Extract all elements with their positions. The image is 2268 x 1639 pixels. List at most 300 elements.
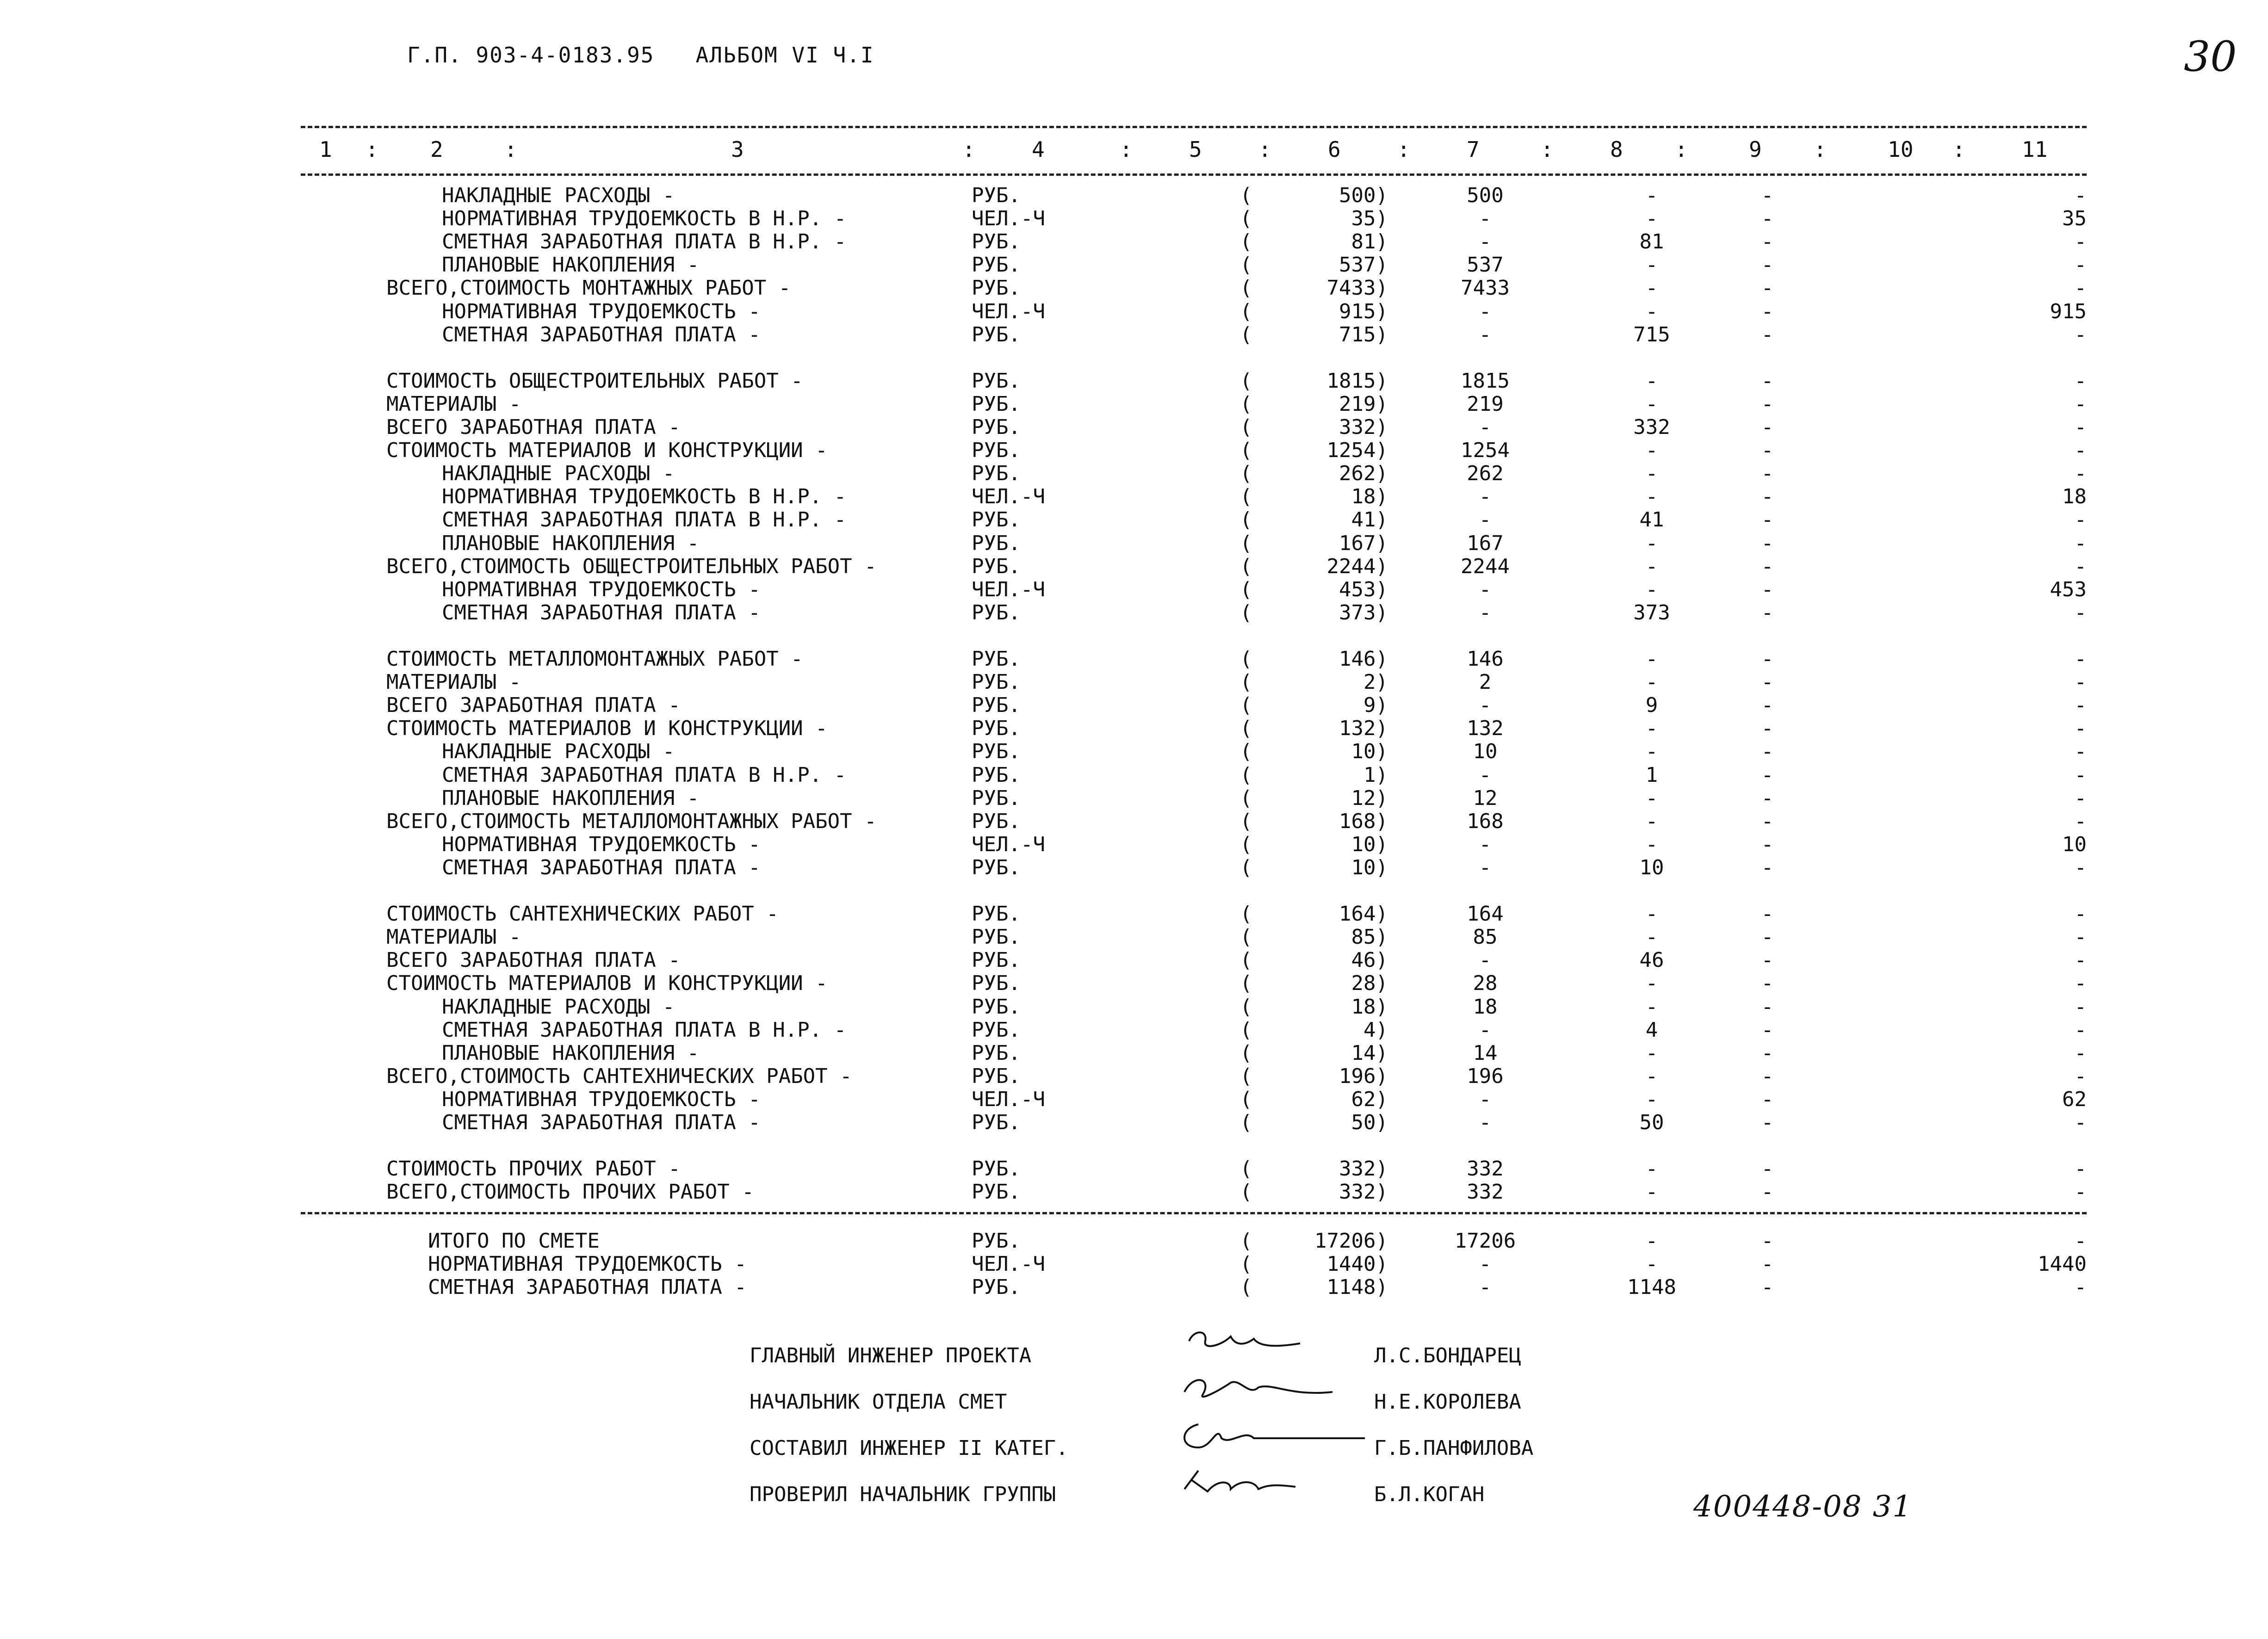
- row-paren: (: [1240, 1275, 1252, 1299]
- row-paren: (: [1240, 902, 1252, 926]
- row-value-col6: 2): [1363, 670, 1388, 694]
- row-value-col6: 12): [1351, 786, 1388, 810]
- table-row: [0, 254, 2268, 277]
- row-paren: (: [1240, 717, 1252, 740]
- row-value-col11: -: [2074, 717, 2087, 740]
- row-value-col8: 1148: [1627, 1275, 1676, 1299]
- table-row: [0, 439, 2268, 462]
- row-value-col7: -: [1479, 1018, 1492, 1042]
- row-value-col11: -: [2074, 693, 2087, 717]
- row-unit: РУБ.: [972, 439, 1021, 462]
- signatory-role: ПРОВЕРИЛ НАЧАЛЬНИК ГРУППЫ: [750, 1483, 1056, 1506]
- table-row: [0, 972, 2268, 995]
- totals-row: [0, 1253, 2268, 1276]
- signatory-name: Л.С.БОНДАРЕЦ: [1374, 1344, 1521, 1367]
- row-unit: РУБ.: [972, 670, 1021, 694]
- row-value-col6: 1): [1363, 763, 1388, 787]
- row-value-col8: -: [1645, 1252, 1658, 1276]
- row-paren: (: [1240, 300, 1252, 323]
- row-value-col8: -: [1645, 925, 1658, 949]
- row-paren: (: [1240, 532, 1252, 555]
- row-value-col11: -: [2074, 1041, 2087, 1065]
- row-value-col9: -: [1761, 1041, 1774, 1065]
- row-value-col9: -: [1761, 253, 1774, 277]
- row-label: СТОИМОСТЬ САНТЕХНИЧЕСКИХ РАБОТ -: [386, 902, 779, 926]
- row-value-col8: 10: [1639, 856, 1664, 879]
- row-label: СМЕТНАЯ ЗАРАБОТНАЯ ПЛАТА В Н.Р. -: [442, 508, 847, 532]
- row-value-col6: 332): [1339, 415, 1388, 439]
- row-value-col9: -: [1761, 717, 1774, 740]
- row-value-col9: -: [1761, 1088, 1774, 1111]
- row-value-col6: 1148): [1326, 1275, 1388, 1299]
- row-value-col9: -: [1761, 647, 1774, 671]
- row-value-col6: 146): [1339, 647, 1388, 671]
- row-value-col7: -: [1479, 415, 1492, 439]
- row-value-col6: 2244): [1326, 555, 1388, 578]
- signature-row: [750, 1390, 1675, 1418]
- row-value-col7: 168: [1467, 810, 1504, 833]
- row-paren: (: [1240, 1041, 1252, 1065]
- row-unit: ЧЕЛ.-Ч: [972, 1252, 1045, 1276]
- row-value-col11: -: [2074, 1275, 2087, 1299]
- row-value-col8: -: [1645, 1229, 1658, 1253]
- row-label: НОРМАТИВНАЯ ТРУДОЕМКОСТЬ -: [428, 1252, 747, 1276]
- row-value-col11: -: [2074, 462, 2087, 485]
- row-value-col6: 1440): [1326, 1252, 1388, 1276]
- row-unit: ЧЕЛ.-Ч: [972, 485, 1045, 508]
- column-separator: :: [1258, 137, 1271, 162]
- signatory-role: СОСТАВИЛ ИНЖЕНЕР II КАТЕГ.: [750, 1436, 1068, 1460]
- row-value-col8: -: [1645, 462, 1658, 485]
- column-header-6: 6: [1328, 137, 1341, 162]
- column-header-11: 11: [2022, 137, 2048, 162]
- row-value-col9: -: [1761, 1111, 1774, 1134]
- row-unit: РУБ.: [972, 532, 1021, 555]
- row-value-col6: 1254): [1326, 439, 1388, 462]
- handwritten-signature: [1180, 1327, 1374, 1369]
- row-value-col6: 219): [1339, 392, 1388, 416]
- row-value-col9: -: [1761, 1229, 1774, 1253]
- row-paren: (: [1240, 1018, 1252, 1042]
- column-header-8: 8: [1610, 137, 1623, 162]
- row-unit: РУБ.: [972, 786, 1021, 810]
- row-value-col8: -: [1645, 369, 1658, 393]
- totals-row: [0, 1276, 2268, 1299]
- table-row: [0, 277, 2268, 300]
- row-paren: (: [1240, 925, 1252, 949]
- row-label: СТОИМОСТЬ МАТЕРИАЛОВ И КОНСТРУКЦИИ -: [386, 439, 828, 462]
- signatory-role: ГЛАВНЫЙ ИНЖЕНЕР ПРОЕКТА: [750, 1344, 1032, 1367]
- table-row: [0, 1157, 2268, 1181]
- row-value-col7: 332: [1467, 1180, 1504, 1204]
- row-paren: (: [1240, 601, 1252, 625]
- row-value-col11: -: [2074, 1180, 2087, 1204]
- row-value-col8: -: [1645, 300, 1658, 323]
- row-value-col8: -: [1645, 1064, 1658, 1088]
- row-value-col9: -: [1761, 276, 1774, 300]
- row-label: НОРМАТИВНАЯ ТРУДОЕМКОСТЬ -: [442, 578, 761, 601]
- row-value-col11: -: [2074, 971, 2087, 995]
- row-unit: РУБ.: [972, 1180, 1021, 1204]
- row-value-col6: 10): [1351, 833, 1388, 856]
- table-row: [0, 1019, 2268, 1042]
- row-value-col7: 10: [1473, 740, 1498, 763]
- row-value-col7: -: [1479, 230, 1492, 254]
- row-value-col11: -: [2074, 508, 2087, 532]
- row-unit: ЧЕЛ.-Ч: [972, 300, 1045, 323]
- column-header-2: 2: [430, 137, 443, 162]
- table-row: [0, 787, 2268, 810]
- row-value-col7: -: [1479, 763, 1492, 787]
- row-value-col8: 332: [1633, 415, 1670, 439]
- table-row: [0, 300, 2268, 323]
- table-row: [0, 625, 2268, 648]
- row-paren: (: [1240, 1229, 1252, 1253]
- row-value-col11: -: [2074, 786, 2087, 810]
- table-row: [0, 346, 2268, 370]
- column-header-1: 1: [319, 137, 332, 162]
- column-header-7: 7: [1467, 137, 1480, 162]
- row-paren: (: [1240, 1064, 1252, 1088]
- row-value-col9: -: [1761, 1252, 1774, 1276]
- table-row: [0, 949, 2268, 972]
- row-label: СМЕТНАЯ ЗАРАБОТНАЯ ПЛАТА В Н.Р. -: [442, 1018, 847, 1042]
- row-paren: (: [1240, 740, 1252, 763]
- table-row: [0, 1088, 2268, 1111]
- row-label: ВСЕГО,СТОИМОСТЬ МОНТАЖНЫХ РАБОТ -: [386, 276, 791, 300]
- row-value-col11: -: [2074, 670, 2087, 694]
- row-unit: РУБ.: [972, 276, 1021, 300]
- row-paren: (: [1240, 856, 1252, 879]
- row-label: ПЛАНОВЫЕ НАКОПЛЕНИЯ -: [442, 532, 700, 555]
- row-value-col7: 1815: [1461, 369, 1510, 393]
- row-label: МАТЕРИАЛЫ -: [386, 392, 521, 416]
- row-value-col7: 2244: [1461, 555, 1510, 578]
- page-number-mark: 30: [2184, 32, 2237, 81]
- row-unit: РУБ.: [972, 902, 1021, 926]
- column-header-3: 3: [731, 137, 744, 162]
- row-value-col6: 10): [1351, 856, 1388, 879]
- column-separator: :: [504, 137, 517, 162]
- row-value-col9: -: [1761, 230, 1774, 254]
- row-value-col9: -: [1761, 740, 1774, 763]
- row-value-col11: -: [2074, 810, 2087, 833]
- row-label: ВСЕГО,СТОИМОСТЬ ОБЩЕСТРОИТЕЛЬНЫХ РАБОТ -: [386, 555, 877, 578]
- row-value-col7: -: [1479, 485, 1492, 508]
- row-value-col7: -: [1479, 693, 1492, 717]
- row-value-col9: -: [1761, 693, 1774, 717]
- row-value-col11: -: [2074, 184, 2087, 207]
- document-reference: Г.П. 903-4-0183.95 АЛЬБОМ VI Ч.I: [407, 43, 874, 68]
- row-paren: (: [1240, 1111, 1252, 1134]
- row-value-col8: -: [1645, 555, 1658, 578]
- handwritten-signature: [1180, 1420, 1374, 1461]
- row-paren: (: [1240, 995, 1252, 1019]
- column-separator: :: [1814, 137, 1827, 162]
- row-value-col9: -: [1761, 323, 1774, 346]
- column-separator: :: [1397, 137, 1410, 162]
- row-unit: РУБ.: [972, 323, 1021, 346]
- row-paren: (: [1240, 230, 1252, 254]
- row-value-col8: -: [1645, 810, 1658, 833]
- row-value-col11: -: [2074, 763, 2087, 787]
- row-value-col11: -: [2074, 1111, 2087, 1134]
- row-label: СМЕТНАЯ ЗАРАБОТНАЯ ПЛАТА -: [442, 856, 761, 879]
- row-label: СМЕТНАЯ ЗАРАБОТНАЯ ПЛАТА В Н.Р. -: [442, 763, 847, 787]
- row-unit: РУБ.: [972, 693, 1021, 717]
- row-paren: (: [1240, 670, 1252, 694]
- row-value-col8: -: [1645, 1180, 1658, 1204]
- row-value-col6: 453): [1339, 578, 1388, 601]
- row-value-col8: -: [1645, 670, 1658, 694]
- row-unit: РУБ.: [972, 369, 1021, 393]
- row-value-col9: -: [1761, 670, 1774, 694]
- row-paren: (: [1240, 415, 1252, 439]
- row-unit: РУБ.: [972, 601, 1021, 625]
- row-value-col6: 167): [1339, 532, 1388, 555]
- column-separator: :: [366, 137, 378, 162]
- row-value-col9: -: [1761, 1157, 1774, 1181]
- row-value-col7: -: [1479, 1088, 1492, 1111]
- row-value-col8: 9: [1645, 693, 1658, 717]
- row-unit: РУБ.: [972, 415, 1021, 439]
- row-label: СТОИМОСТЬ МАТЕРИАЛОВ И КОНСТРУКЦИИ -: [386, 717, 828, 740]
- row-value-col11: -: [2074, 439, 2087, 462]
- row-value-col9: -: [1761, 439, 1774, 462]
- row-value-col7: -: [1479, 833, 1492, 856]
- row-label: НОРМАТИВНАЯ ТРУДОЕМКОСТЬ -: [442, 1088, 761, 1111]
- row-value-col6: 132): [1339, 717, 1388, 740]
- row-value-col8: 41: [1639, 508, 1664, 532]
- row-value-col7: -: [1479, 578, 1492, 601]
- row-value-col11: -: [2074, 230, 2087, 254]
- row-paren: (: [1240, 1088, 1252, 1111]
- row-value-col8: -: [1645, 902, 1658, 926]
- row-value-col11: -: [2074, 647, 2087, 671]
- row-unit: РУБ.: [972, 1229, 1021, 1253]
- row-value-col6: 196): [1339, 1064, 1388, 1088]
- column-separator: :: [1541, 137, 1554, 162]
- row-unit: РУБ.: [972, 717, 1021, 740]
- row-value-col7: -: [1479, 300, 1492, 323]
- signature-row: [750, 1483, 1675, 1510]
- row-value-col11: 1440: [2038, 1252, 2087, 1276]
- row-value-col11: -: [2074, 392, 2087, 416]
- row-unit: РУБ.: [972, 555, 1021, 578]
- row-value-col8: 46: [1639, 948, 1664, 972]
- row-unit: РУБ.: [972, 1275, 1021, 1299]
- signatory-name: Г.Б.ПАНФИЛОВА: [1374, 1436, 1534, 1460]
- row-value-col9: -: [1761, 601, 1774, 625]
- row-value-col8: -: [1645, 276, 1658, 300]
- row-value-col9: -: [1761, 392, 1774, 416]
- row-value-col8: -: [1645, 717, 1658, 740]
- row-label: СТОИМОСТЬ ОБЩЕСТРОИТЕЛЬНЫХ РАБОТ -: [386, 369, 803, 393]
- row-unit: РУБ.: [972, 856, 1021, 879]
- row-value-col9: -: [1761, 786, 1774, 810]
- table-row: [0, 1181, 2268, 1204]
- row-label: СМЕТНАЯ ЗАРАБОТНАЯ ПЛАТА -: [442, 601, 761, 625]
- totals-rule: [301, 1212, 2087, 1214]
- table-row: [0, 810, 2268, 833]
- row-value-col11: -: [2074, 253, 2087, 277]
- row-value-col8: -: [1645, 485, 1658, 508]
- row-value-col8: -: [1645, 833, 1658, 856]
- row-value-col11: 915: [2050, 300, 2087, 323]
- row-value-col6: 17206): [1314, 1229, 1388, 1253]
- row-value-col6: 262): [1339, 462, 1388, 485]
- row-value-col6: 332): [1339, 1180, 1388, 1204]
- row-value-col11: -: [2074, 925, 2087, 949]
- row-value-col8: -: [1645, 1041, 1658, 1065]
- row-value-col9: -: [1761, 856, 1774, 879]
- row-value-col11: -: [2074, 276, 2087, 300]
- row-value-col8: -: [1645, 786, 1658, 810]
- row-value-col9: -: [1761, 971, 1774, 995]
- row-value-col11: 62: [2062, 1088, 2087, 1111]
- row-value-col7: 537: [1467, 253, 1504, 277]
- row-label: ПЛАНОВЫЕ НАКОПЛЕНИЯ -: [442, 253, 700, 277]
- row-value-col8: -: [1645, 207, 1658, 230]
- row-value-col8: -: [1645, 253, 1658, 277]
- column-separator: :: [1120, 137, 1133, 162]
- row-label: СТОИМОСТЬ ПРОЧИХ РАБОТ -: [386, 1157, 681, 1181]
- row-label: ВСЕГО,СТОИМОСТЬ МЕТАЛЛОМОНТАЖНЫХ РАБОТ -: [386, 810, 877, 833]
- row-unit: РУБ.: [972, 1064, 1021, 1088]
- row-value-col11: 10: [2062, 833, 2087, 856]
- row-unit: РУБ.: [972, 1018, 1021, 1042]
- row-value-col7: -: [1479, 601, 1492, 625]
- row-unit: РУБ.: [972, 253, 1021, 277]
- row-value-col7: 7433: [1461, 276, 1510, 300]
- table-row: [0, 879, 2268, 903]
- row-label: ВСЕГО ЗАРАБОТНАЯ ПЛАТА -: [386, 693, 681, 717]
- row-value-col6: 715): [1339, 323, 1388, 346]
- handwritten-signature: [1180, 1373, 1374, 1415]
- row-value-col7: 12: [1473, 786, 1498, 810]
- row-paren: (: [1240, 971, 1252, 995]
- row-label: НОРМАТИВНАЯ ТРУДОЕМКОСТЬ В Н.Р. -: [442, 207, 847, 230]
- row-value-col11: -: [2074, 1229, 2087, 1253]
- column-separator: :: [962, 137, 975, 162]
- table-row: [0, 903, 2268, 926]
- row-value-col9: -: [1761, 462, 1774, 485]
- table-row: [0, 1042, 2268, 1065]
- row-paren: (: [1240, 508, 1252, 532]
- table-row: [0, 717, 2268, 740]
- row-value-col6: 537): [1339, 253, 1388, 277]
- row-value-col9: -: [1761, 485, 1774, 508]
- row-value-col7: 219: [1467, 392, 1504, 416]
- column-header-4: 4: [1032, 137, 1045, 162]
- table-header-rule: [301, 173, 2087, 176]
- row-label: НАКЛАДНЫЕ РАСХОДЫ -: [442, 462, 675, 485]
- row-value-col7: 2: [1479, 670, 1492, 694]
- row-value-col8: 373: [1633, 601, 1670, 625]
- row-unit: РУБ.: [972, 230, 1021, 254]
- row-value-col6: 81): [1351, 230, 1388, 254]
- row-value-col9: -: [1761, 415, 1774, 439]
- row-paren: (: [1240, 555, 1252, 578]
- row-paren: (: [1240, 207, 1252, 230]
- row-value-col11: -: [2074, 601, 2087, 625]
- row-value-col9: -: [1761, 207, 1774, 230]
- row-value-col7: -: [1479, 1275, 1492, 1299]
- row-value-col6: 500): [1339, 184, 1388, 207]
- row-value-col7: -: [1479, 323, 1492, 346]
- signatory-name: Б.Л.КОГАН: [1374, 1483, 1485, 1506]
- row-unit: РУБ.: [972, 925, 1021, 949]
- row-value-col8: -: [1645, 995, 1658, 1019]
- row-value-col8: -: [1645, 1157, 1658, 1181]
- row-value-col11: -: [2074, 555, 2087, 578]
- row-value-col6: 14): [1351, 1041, 1388, 1065]
- row-unit: РУБ.: [972, 995, 1021, 1019]
- row-value-col8: -: [1645, 532, 1658, 555]
- table-row: [0, 485, 2268, 508]
- row-value-col8: -: [1645, 184, 1658, 207]
- row-paren: (: [1240, 276, 1252, 300]
- row-paren: (: [1240, 462, 1252, 485]
- row-label: НОРМАТИВНАЯ ТРУДОЕМКОСТЬ В Н.Р. -: [442, 485, 847, 508]
- row-unit: РУБ.: [972, 462, 1021, 485]
- row-value-col9: -: [1761, 300, 1774, 323]
- row-value-col6: 164): [1339, 902, 1388, 926]
- row-paren: (: [1240, 1252, 1252, 1276]
- row-value-col7: 85: [1473, 925, 1498, 949]
- row-label: НАКЛАДНЫЕ РАСХОДЫ -: [442, 995, 675, 1019]
- row-label: ИТОГО ПО СМЕТЕ: [428, 1229, 600, 1253]
- row-value-col6: 50): [1351, 1111, 1388, 1134]
- row-value-col6: 7433): [1326, 276, 1388, 300]
- row-value-col11: -: [2074, 1157, 2087, 1181]
- table-row: [0, 740, 2268, 763]
- row-unit: РУБ.: [972, 971, 1021, 995]
- row-value-col8: 50: [1639, 1111, 1664, 1134]
- row-value-col9: -: [1761, 508, 1774, 532]
- table-row: [0, 578, 2268, 601]
- row-value-col7: 167: [1467, 532, 1504, 555]
- row-value-col11: -: [2074, 995, 2087, 1019]
- row-value-col8: 4: [1645, 1018, 1658, 1042]
- row-unit: РУБ.: [972, 948, 1021, 972]
- row-value-col6: 85): [1351, 925, 1388, 949]
- row-unit: РУБ.: [972, 740, 1021, 763]
- row-value-col11: -: [2074, 532, 2087, 555]
- row-value-col9: -: [1761, 1180, 1774, 1204]
- row-label: НОРМАТИВНАЯ ТРУДОЕМКОСТЬ -: [442, 300, 761, 323]
- row-value-col7: 332: [1467, 1157, 1504, 1181]
- row-value-col8: 1: [1645, 763, 1658, 787]
- row-paren: (: [1240, 392, 1252, 416]
- row-value-col8: 81: [1639, 230, 1664, 254]
- row-paren: (: [1240, 833, 1252, 856]
- row-value-col9: -: [1761, 948, 1774, 972]
- table-row: [0, 184, 2268, 207]
- row-value-col6: 915): [1339, 300, 1388, 323]
- row-label: ВСЕГО,СТОИМОСТЬ ПРОЧИХ РАБОТ -: [386, 1180, 754, 1204]
- row-value-col7: 17206: [1454, 1229, 1516, 1253]
- table-row: [0, 1065, 2268, 1088]
- row-value-col7: -: [1479, 856, 1492, 879]
- row-label: НОРМАТИВНАЯ ТРУДОЕМКОСТЬ -: [442, 833, 761, 856]
- row-value-col11: -: [2074, 323, 2087, 346]
- row-value-col6: 18): [1351, 995, 1388, 1019]
- row-value-col7: -: [1479, 207, 1492, 230]
- row-value-col9: -: [1761, 995, 1774, 1019]
- row-value-col9: -: [1761, 1064, 1774, 1088]
- row-value-col11: -: [2074, 369, 2087, 393]
